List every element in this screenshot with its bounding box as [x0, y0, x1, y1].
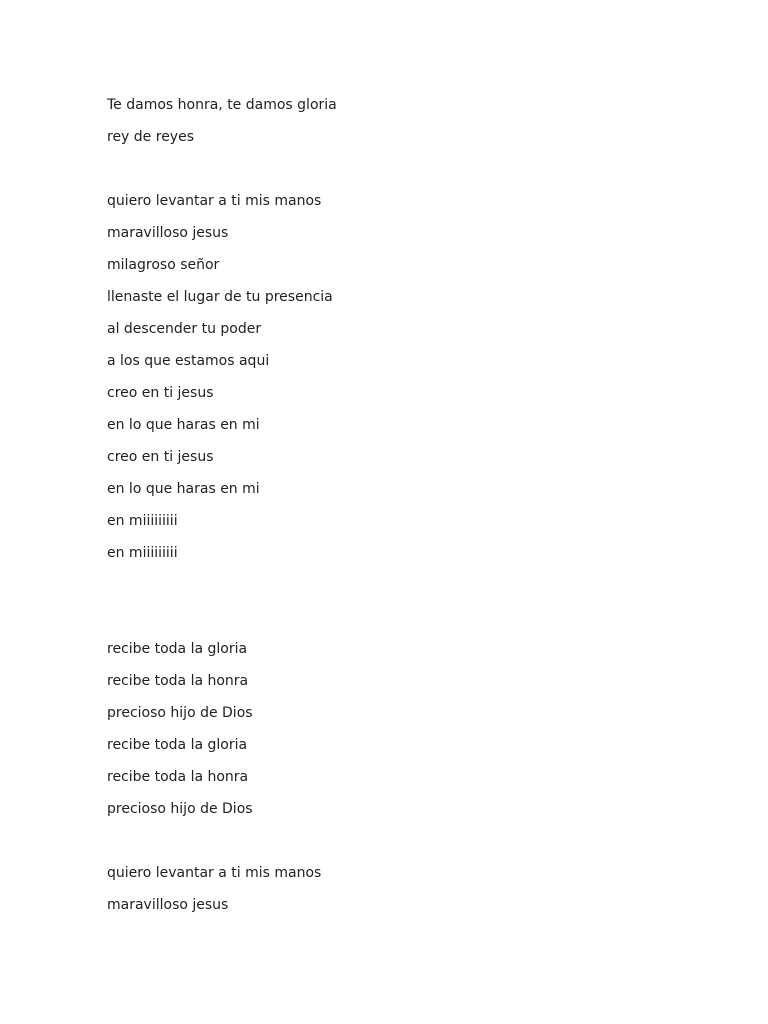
- lyric-line: en miiiiiiiii: [107, 545, 178, 561]
- lyric-line: en miiiiiiiii: [107, 513, 178, 529]
- lyric-line: creo en ti jesus: [107, 449, 214, 465]
- lyric-line: Te damos honra, te damos gloria: [107, 97, 337, 113]
- lyric-line: maravilloso jesus: [107, 897, 229, 913]
- lyric-line: creo en ti jesus: [107, 385, 214, 401]
- document-page: [107, 89, 707, 921]
- lyric-line: milagroso señor: [107, 257, 220, 273]
- lyric-line: maravilloso jesus: [107, 225, 229, 241]
- lyric-line: recibe toda la honra: [107, 673, 249, 689]
- lyric-line: en lo que haras en mi: [107, 417, 260, 433]
- lyric-line: quiero levantar a ti mis manos: [107, 865, 322, 881]
- lyric-line: rey de reyes: [107, 129, 195, 145]
- lyric-line: recibe toda la gloria: [107, 737, 248, 753]
- lyric-line: quiero levantar a ti mis manos: [107, 193, 322, 209]
- blank-line: [107, 153, 707, 185]
- blank-line: [107, 601, 707, 633]
- lyric-line: a los que estamos aqui: [107, 353, 270, 369]
- lyric-line: recibe toda la honra: [107, 769, 249, 785]
- lyric-line: recibe toda la gloria: [107, 641, 248, 657]
- blank-line: [107, 825, 707, 857]
- lyric-line: al descender tu poder: [107, 321, 262, 337]
- lyric-line: llenaste el lugar de tu presencia: [107, 289, 333, 305]
- blank-line: [107, 569, 707, 601]
- lyric-line: en lo que haras en mi: [107, 481, 260, 497]
- lyric-line: precioso hijo de Dios: [107, 801, 253, 817]
- lyric-line: precioso hijo de Dios: [107, 705, 253, 721]
